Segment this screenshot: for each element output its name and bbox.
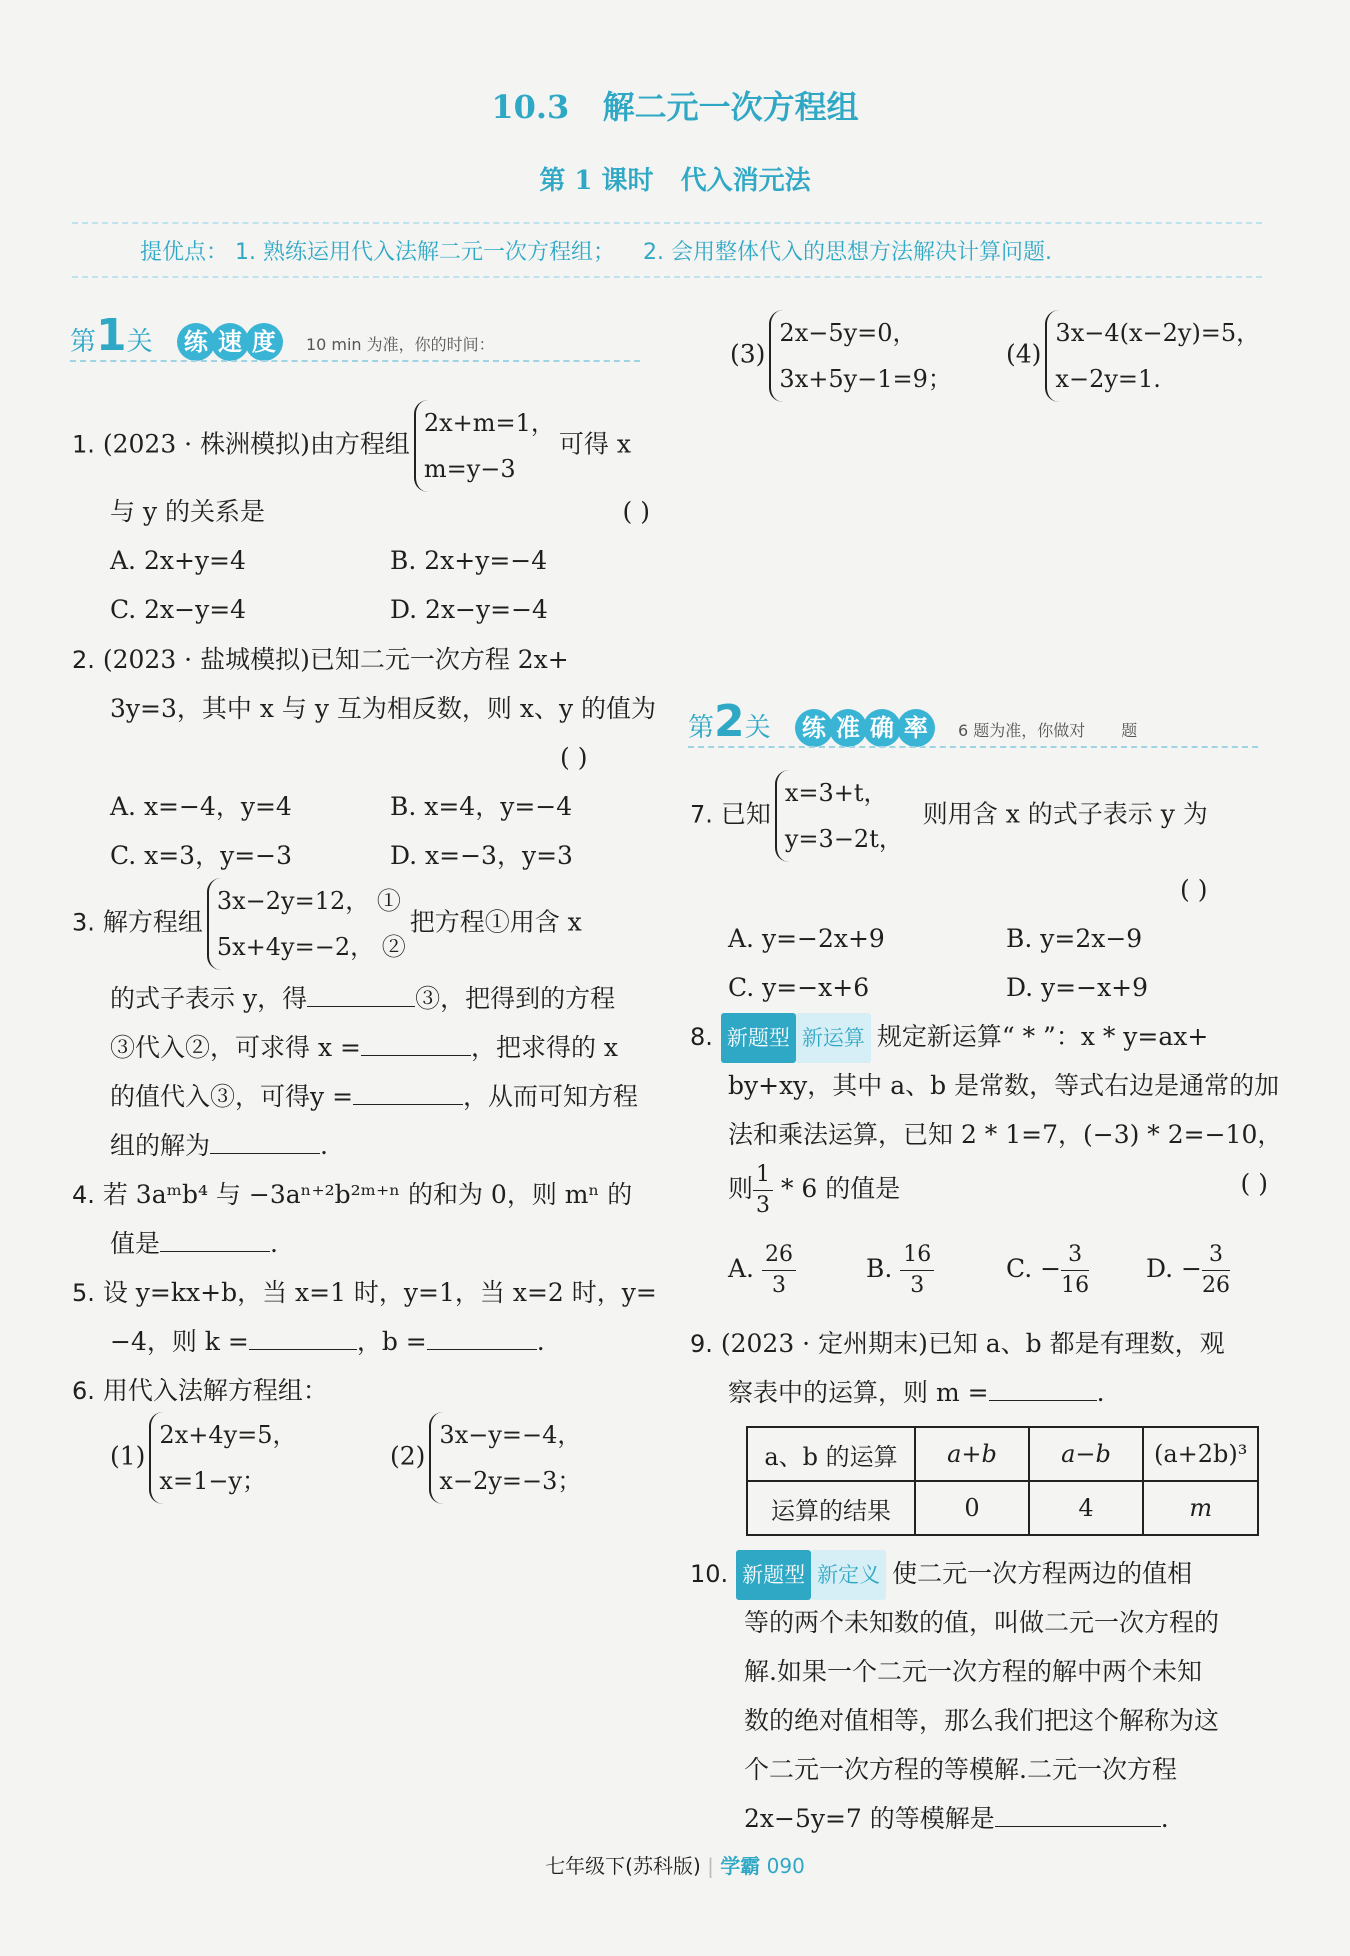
- q8-line4: 则 $\frac{1}{3}$ * 6 的值是 ( ): [728, 1162, 1268, 1218]
- q3-line2: 的式子表示 y，得 ③，把得到的方程: [110, 975, 615, 1023]
- q6-part-2: (2) 3x−y=−4， x−2y=−3；: [390, 1412, 585, 1504]
- tag-new-type: 新题型: [721, 1013, 796, 1063]
- question-7: 7. 已知 x=3+t， y=3−2t， 则用含 x 的式子表示 y 为: [690, 770, 1208, 862]
- q2-line2: 3y=3，其中 x 与 y 互为相反数，则 x、y 的值为: [110, 694, 657, 723]
- q7-option-b: B. y=2x−9: [1006, 924, 1143, 953]
- question-6: 6. 用代入法解方程组：: [72, 1376, 328, 1405]
- q4-line2: 值是 .: [110, 1220, 278, 1268]
- q3-line4: 的值代入③，可得y = ，从而可知方程: [110, 1073, 638, 1121]
- q9-line2: 察表中的运算，则 m = .: [728, 1369, 1105, 1417]
- section-title: 10.3 解二元一次方程组: [491, 88, 859, 126]
- key-points: 提优点： 1. 熟练运用代入法解二元一次方程组； 2. 会用整体代入的思想方法解决计算问题.: [140, 240, 1052, 265]
- tag-new-type: 新题型: [736, 1550, 811, 1600]
- q8-line3: 法和乘法运算，已知 2 * 1=7，(−3) * 2=−10，: [728, 1120, 1283, 1149]
- q1-option-c: C. 2x−y=4: [110, 595, 247, 624]
- q10-line3: 解.如果一个二元一次方程的解中两个未知: [744, 1657, 1202, 1686]
- q10-line6: 2x−5y=7 的等模解是 .: [744, 1795, 1169, 1843]
- q10-line4: 数的绝对值相等，那么我们把这个解称为这: [744, 1706, 1220, 1735]
- table-row: 运算的结果 0 4 m: [747, 1481, 1258, 1535]
- divider: [72, 276, 1262, 278]
- q2-paren: ( ): [560, 743, 588, 772]
- q10-line2: 等的两个未知数的值，叫做二元一次方程的: [744, 1608, 1220, 1637]
- q5-line2: −4，则 k = ，b = .: [110, 1318, 545, 1366]
- q2-option-b: B. x=4，y=−4: [390, 792, 573, 821]
- level2-banner: 第2关 练 准 确 率 6 题为准，你做对 题: [688, 696, 1138, 747]
- question-8: 8. 新题型 新运算 规定新运算“ * ”：x * y=ax+: [690, 1013, 1208, 1063]
- q1-option-a: A. 2x+y=4: [110, 546, 246, 575]
- q8-option-b: B. $\frac{16}{3}$: [866, 1240, 934, 1301]
- level1-banner: 第1关 练 速 度 10 min 为准，你的时间：: [70, 310, 495, 361]
- tag-new-definition: 新定义: [811, 1550, 886, 1600]
- q6-part-4: (4) 3x−4(x−2y)=5， x−2y=1.: [1006, 310, 1264, 402]
- q6-part-3: (3) 2x−5y=0， 3x+5y−1=9；: [730, 310, 956, 402]
- q2-option-c: C. x=3，y=−3: [110, 841, 293, 870]
- question-4: 4. 若 3aᵐb⁴ 与 −3aⁿ⁺²b²ᵐ⁺ⁿ 的和为 0，则 mⁿ 的: [72, 1180, 633, 1209]
- q8-option-d: D. − $\frac{3}{26}$: [1146, 1242, 1230, 1298]
- question-3: 3. 解方程组 3x−2y=12， ① 5x+4y=−2， ② 把方程①用含 x: [72, 878, 582, 970]
- lesson-title: 第 1 课时 代入消元法: [539, 166, 811, 196]
- q10-line5: 个二元一次方程的等模解.二元一次方程: [744, 1755, 1177, 1784]
- q8-option-c: C. − $\frac{3}{16}$: [1006, 1242, 1090, 1298]
- question-5: 5. 设 y=kx+b，当 x=1 时，y=1，当 x=2 时，y=: [72, 1278, 657, 1307]
- table-row: a、b 的运算 a+b a−b (a+2b)³: [747, 1427, 1258, 1481]
- tag-new-operation: 新运算: [796, 1013, 871, 1063]
- divider: [72, 222, 1262, 224]
- q1-option-b: B. 2x+y=−4: [390, 546, 548, 575]
- q8-line2: by+xy，其中 a、b 是常数，等式右边是通常的加: [728, 1071, 1280, 1100]
- q7-option-d: D. y=−x+9: [1006, 973, 1149, 1002]
- question-9: 9. (2023 · 定州期末)已知 a、b 都是有理数，观: [690, 1329, 1225, 1358]
- q1-line2: 与 y 的关系是 ( ): [110, 497, 650, 526]
- level1-underline: [70, 360, 640, 362]
- q1-option-d: D. 2x−y=−4: [390, 595, 548, 624]
- question-10: 10. 新题型 新定义 使二元一次方程两边的值相: [690, 1550, 1192, 1600]
- question-2: 2. (2023 · 盐城模拟)已知二元一次方程 2x+: [72, 645, 569, 674]
- operations-table: [746, 1426, 1259, 1536]
- q7-option-c: C. y=−x+6: [728, 973, 870, 1002]
- q7-paren: ( ): [1180, 875, 1208, 904]
- page-footer: 七年级下(苏科版) | 学霸 090: [545, 1854, 805, 1878]
- q3-line3: ③代入②，可求得 x = ，把求得的 x: [110, 1024, 618, 1072]
- q7-option-a: A. y=−2x+9: [728, 924, 885, 953]
- q6-part-1: (1) 2x+4y=5， x=1−y；: [110, 1412, 301, 1504]
- q3-line5: 组的解为 .: [110, 1122, 328, 1170]
- q8-option-a: A. $\frac{26}{3}$: [728, 1240, 796, 1301]
- question-1: 1. (2023 · 株洲模拟)由方程组 2x+m=1， m=y−3 可得 x: [72, 400, 631, 492]
- q2-option-a: A. x=−4，y=4: [110, 792, 292, 821]
- level2-underline: [688, 746, 1258, 748]
- q2-option-d: D. x=−3，y=3: [390, 841, 573, 870]
